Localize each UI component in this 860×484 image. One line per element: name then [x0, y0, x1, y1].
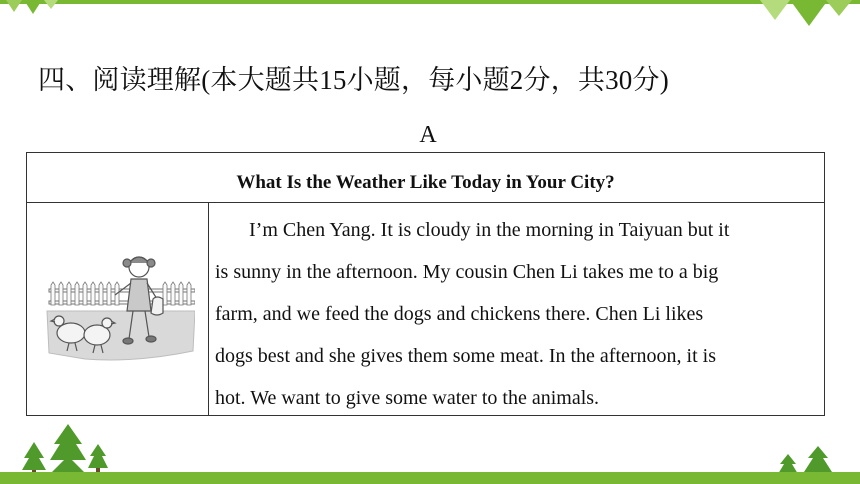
passage-line-3: farm, and we feed the dogs and chickens there. Chen Li likes	[215, 303, 704, 325]
illustration-cell	[27, 203, 209, 415]
passage-label	[0, 120, 860, 150]
top-left-leaf-decoration	[0, 0, 70, 24]
top-right-leaf-decoration	[740, 0, 860, 30]
passage-text-cell	[209, 203, 824, 415]
passage-line-4: dogs best and she gives them some meat. In the afternoon, it is	[215, 345, 717, 367]
bottom-border-band	[0, 472, 860, 484]
section-title: 四、阅读理解(本大题共15小题，每小题2分，共30分)	[38, 65, 669, 95]
girl-farm-illustration	[45, 255, 195, 365]
passage-line-1: I’m Chen Yang. It is cloudy in the morning in Taiyuan but it	[249, 219, 730, 241]
top-border-band	[0, 0, 860, 4]
passage-line-5: hot. We want to give some water to the animals.	[215, 387, 600, 409]
passage-letter: A	[419, 122, 437, 148]
passage-line-2: is sunny in the afternoon. My cousin Chen Li takes me to a big	[215, 261, 719, 283]
passage-title: What Is the Weather Like Today in Your City?	[27, 153, 824, 203]
pine-trees-left-decoration	[20, 424, 110, 476]
passage-table	[26, 152, 825, 416]
